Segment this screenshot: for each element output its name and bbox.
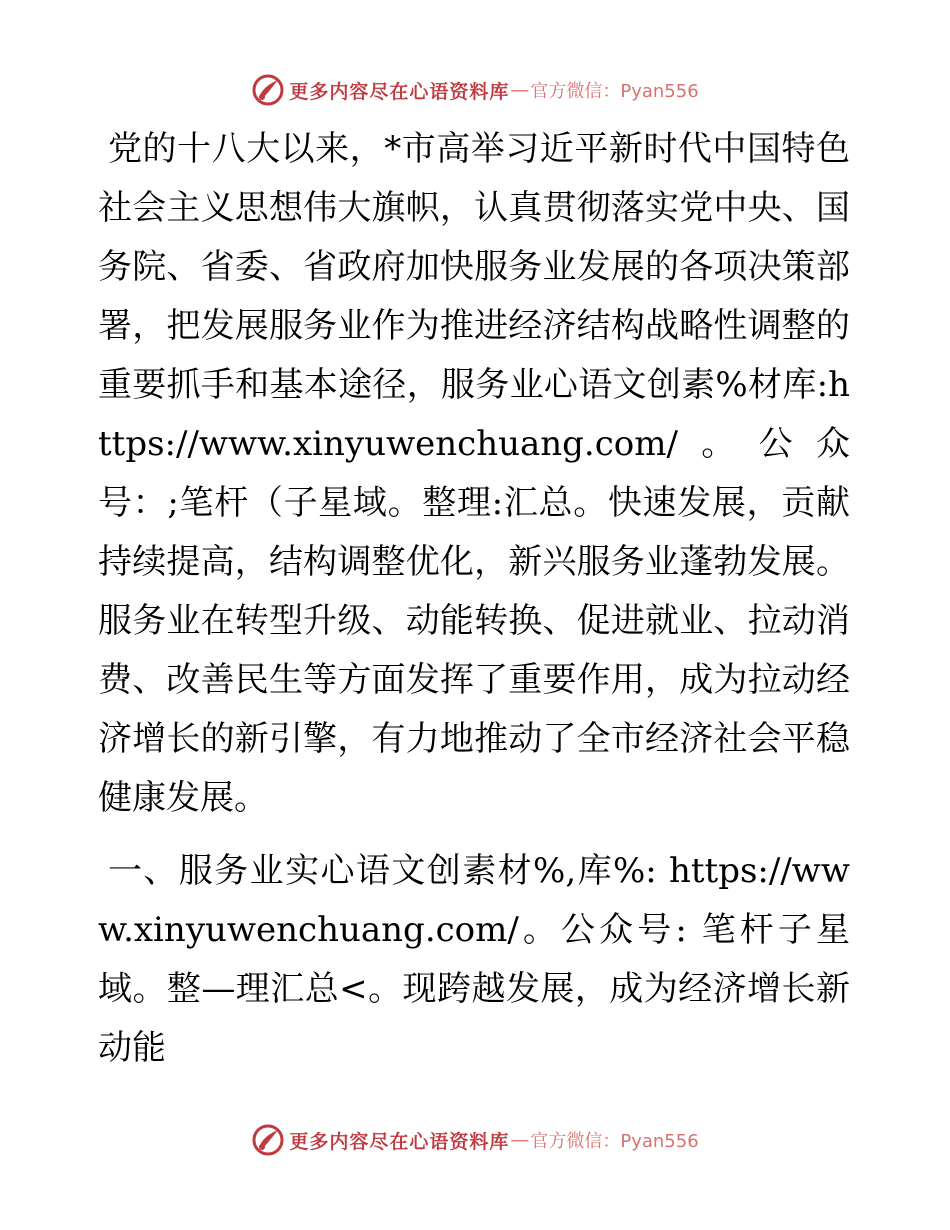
banner-separator: —: [510, 79, 530, 101]
banner-site-text: 更多内容尽在心语资料库: [289, 80, 510, 103]
document-body: [98, 120, 850, 1078]
header-banner: [0, 70, 950, 110]
section-heading-1: 一、服务业实心语文创素材%,库%: https://www.xinyuwenchuang.com/。公众号: 笔杆子星域。整—理汇总<。现跨越发展，成为经济增长新动能: [98, 851, 850, 1068]
banner-wechat-text: 官方微信：Pyan556: [530, 1131, 699, 1152]
banner-separator: —: [510, 1129, 530, 1151]
banner-site-text: 更多内容尽在心语资料库: [289, 1130, 510, 1153]
brush-seal-icon: [251, 1123, 285, 1157]
paragraph-intro: 党的十八大以来，*市高举习近平新时代中国特色社会主义思想伟大旗帜，认真贯彻落实党中央、国务院、省委、省政府加快服务业发展的各项决策部署，把发展服务业作为推进经济结构战略性调整的重要抓手和基本途径，服务业心语文创素%材库:https://www.xinyuwenchuang.com/。公众号：;笔杆（子星域。整理:汇总。快速发展，贡献持续提高，结构调整优化，新兴服务业蓬勃发展。服务业在转型升级、动能转换、促进就业、拉动消费、改善民生等方面发挥了重要作用，成为拉动经济增长的新引擎，有力地推动了全市经济社会平稳健康发展。: [98, 129, 850, 818]
footer-banner: [0, 1120, 950, 1160]
banner-wechat-text: 官方微信：Pyan556: [530, 81, 699, 102]
brush-seal-icon: [251, 73, 285, 107]
